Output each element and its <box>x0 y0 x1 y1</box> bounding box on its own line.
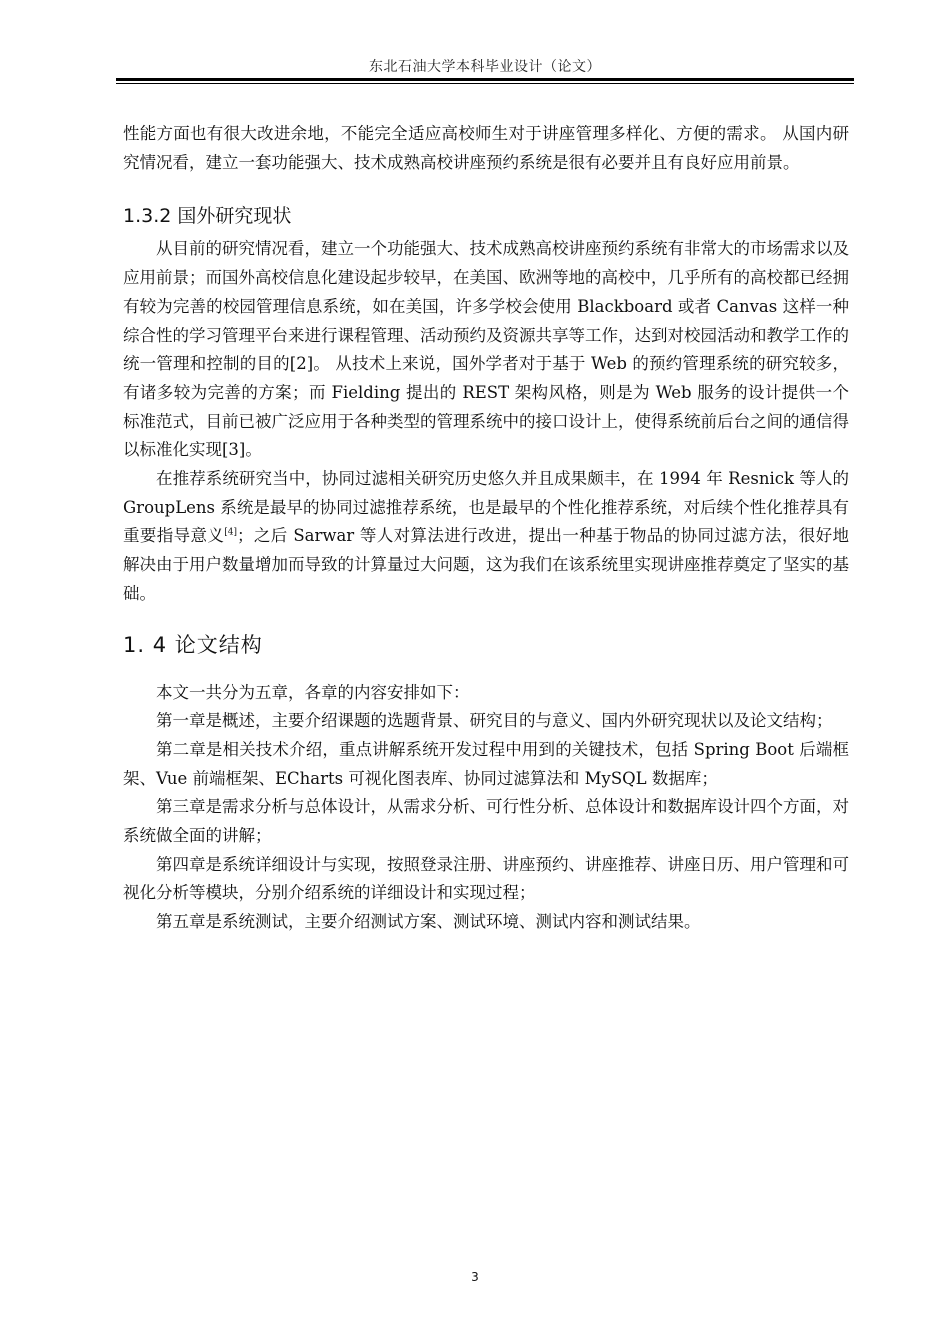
paragraph-text: ；之后 Sarwar 等人对算法进行改进，提出一种基于物品的协同过滤方法，很好地解决由于用户数量增加而导致的计算量过大问题，这为我们在该系统里实现讲座推荐奠定了坚实的基础。 <box>123 526 849 603</box>
header-rule-thin <box>116 83 854 84</box>
section-1-4-paragraph: 第二章是相关技术介绍，重点讲解系统开发过程中用到的关键技术，包括 Spring Boot 后端框架、Vue 前端框架、ECharts 可视化图表库、协同过滤算法和 MySQL 数据库； <box>123 739 849 788</box>
section-heading-1-4: 1. 4 论文结构 <box>123 632 263 657</box>
intro-paragraph: 性能方面也有很大改进余地，不能完全适应高校师生对于讲座管理多样化、方便的需求。 从国内研究情况看，建立一套功能强大、技术成熟高校讲座预约系统是很有必要并且有良好应用前景。 <box>123 124 849 172</box>
citation-ref-4: [4] <box>224 527 238 538</box>
paragraph-text: 在推荐系统研究当中，协同过滤相关研究历史悠久并且成果颇丰，在 1994 年 Resnick 等人的 GroupLens 系统是最早的协同过滤推荐系统，也是最早的个性化推荐系统，对后续个性化推荐具有重要指导意义 <box>123 469 849 546</box>
section-1-4-paragraph: 第五章是系统测试，主要介绍测试方案、测试环境、测试内容和测试结果。 <box>156 912 701 932</box>
header-rule-thick <box>116 78 854 81</box>
header-title: 东北石油大学本科毕业设计（论文） <box>369 59 601 75</box>
page-header <box>116 52 854 82</box>
section-1-3-2-paragraph-1: 从目前的研究情况看，建立一个功能强大、技术成熟高校讲座预约系统有非常大的市场需求以及应用前景；而国外高校信息化建设起步较早，在美国、欧洲等地的高校中，几乎所有的高校都已经拥有较为完善的校园管理信息系统，如在美国，许多学校会使用 Blackboard 或者 Canvas 这样一种综合性的学习管理平台来进行课程管理、活动预约及资源共享等工作，达到对校园活动和教学工作的统一管理和控制的目的[2]。 从技术上来说，国外学者对于基于 Web 的预约管理系统的研究较多，有诸多较为完善的方案；而 Fielding 提出的 REST 架构风格，则是为 Web 服务的设计提供一个标准范式，目前已被广泛应用于各种类型的管理系统中的接口设计上，使得系统前后台之间的通信得以标准化实现[3]。 <box>123 239 849 460</box>
page-number: 3 <box>471 1270 479 1284</box>
section-1-3-2-paragraph-2 <box>123 465 849 609</box>
section-1-4-paragraph: 第三章是需求分析与总体设计，从需求分析、可行性分析、总体设计和数据库设计四个方面，对系统做全面的讲解； <box>123 797 849 846</box>
section-1-4-paragraph: 本文一共分为五章，各章的内容安排如下： <box>156 682 470 702</box>
section-heading-1-3-2: 1.3.2 国外研究现状 <box>123 205 292 228</box>
page-body <box>123 120 849 937</box>
section-1-4-paragraph: 第一章是概述，主要介绍课题的选题背景、研究目的与意义、国内外研究现状以及论文结构； <box>156 711 833 731</box>
section-1-4-paragraph: 第四章是系统详细设计与实现，按照登录注册、讲座预约、讲座推荐、讲座日历、用户管理和可视化分析等模块，分别介绍系统的详细设计和实现过程； <box>123 854 849 903</box>
